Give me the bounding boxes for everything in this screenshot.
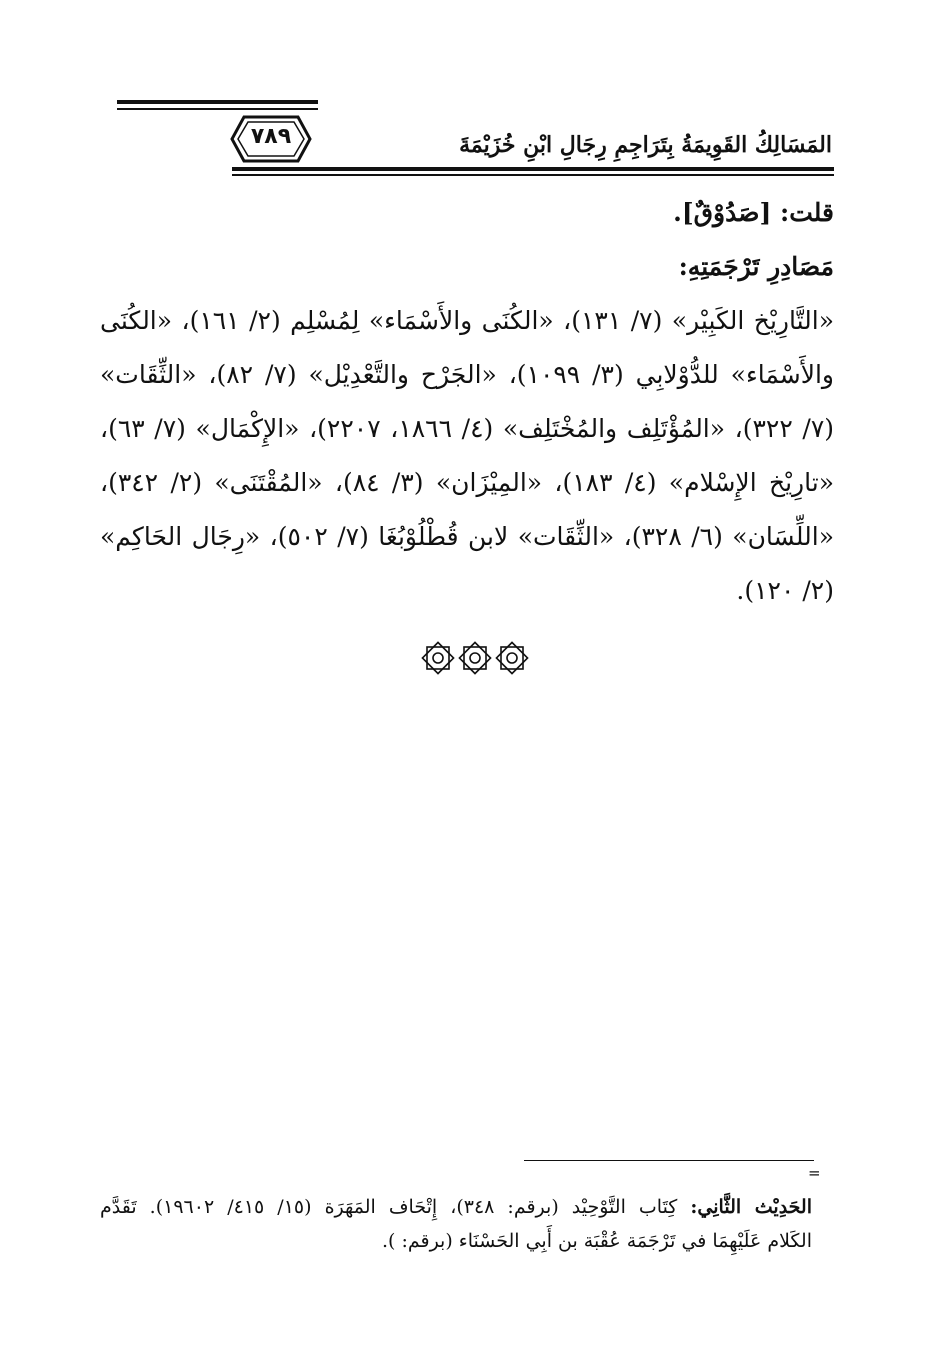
sources-line: «تارِيْخ الإِسْلام» (٤/ ١٨٣)، «المِيْزَان» (٣/ ٨٤)، «المُقْتَنَى» (٢/ ٣٤٢)،: [100, 468, 834, 497]
footnote-line: [100, 1190, 812, 1224]
header-rule-top: [117, 100, 318, 104]
ornament-stars-icon: [420, 641, 530, 675]
verdict-line: قلت: [صَدُوْقٌ].: [673, 198, 834, 227]
sources-line: (٢/ ١٢٠).: [736, 576, 834, 605]
footnote-line: الكَلام عَلَيْهِمَا في تَرْجَمَة عُقْبَة بن أَبِي الحَسْنَاء (برقم: ).: [381, 1230, 812, 1252]
running-title: المَسَالِكُ القَوِيمَةُ بِتَرَاجِمِ رِجَالِ ابْنِ خُزَيْمَةَ: [459, 132, 832, 158]
sources-line: (٧/ ٣٢٢)، «المُؤْتَلِف والمُخْتَلِف» (٤/ ١٨٦٦، ٢٢٠٧)، «الإِكْمَال» (٧/ ٦٣)،: [100, 414, 835, 443]
page-number: ٧٨٩: [250, 124, 292, 149]
page-number-badge: [230, 114, 312, 164]
header-rule-bottom-thin: [232, 174, 834, 176]
header-rule-bottom: [232, 167, 834, 171]
sources-heading: مَصَادِرِ تَرْجَمَتِهِ:: [678, 252, 834, 281]
footnote-lead: الحَدِيْث الثَّانِي:: [690, 1196, 812, 1218]
sources-line: «اللِّسَان» (٦/ ٣٢٨)، «الثِّقَات» لابن قُطْلُوْبُغَا (٧/ ٥٠٢)، «رِجَال الحَاكِم»: [100, 522, 834, 551]
footnote-block: [100, 1190, 812, 1258]
sources-line: والأَسْمَاء» للدُّوْلابِي (٣/ ١٠٩٩)، «الجَرْح والتَّعْدِيْل» (٧/ ٨٢)، «الثِّقَات»: [100, 360, 834, 389]
footnote-separator: [524, 1160, 814, 1161]
sources-line: «التَّارِيْخ الكَبِيْر» (٧/ ١٣١)، «الكُنَى والأَسْمَاء» لِمُسْلِم (٢/ ١٦١)، «الكُنَى: [100, 306, 834, 335]
header-rule-top-thin: [117, 108, 318, 110]
footnote-continuation-marker: =: [808, 1164, 821, 1182]
footnote-text: كِتَاب التَّوْحِيْد (برقم: ٣٤٨)، إِتْحَاف المَهَرَة (١٥/ ٤١٥/ ١٩٦٠٢). تَقَدَّم: [100, 1196, 678, 1218]
main-text: [100, 186, 834, 618]
